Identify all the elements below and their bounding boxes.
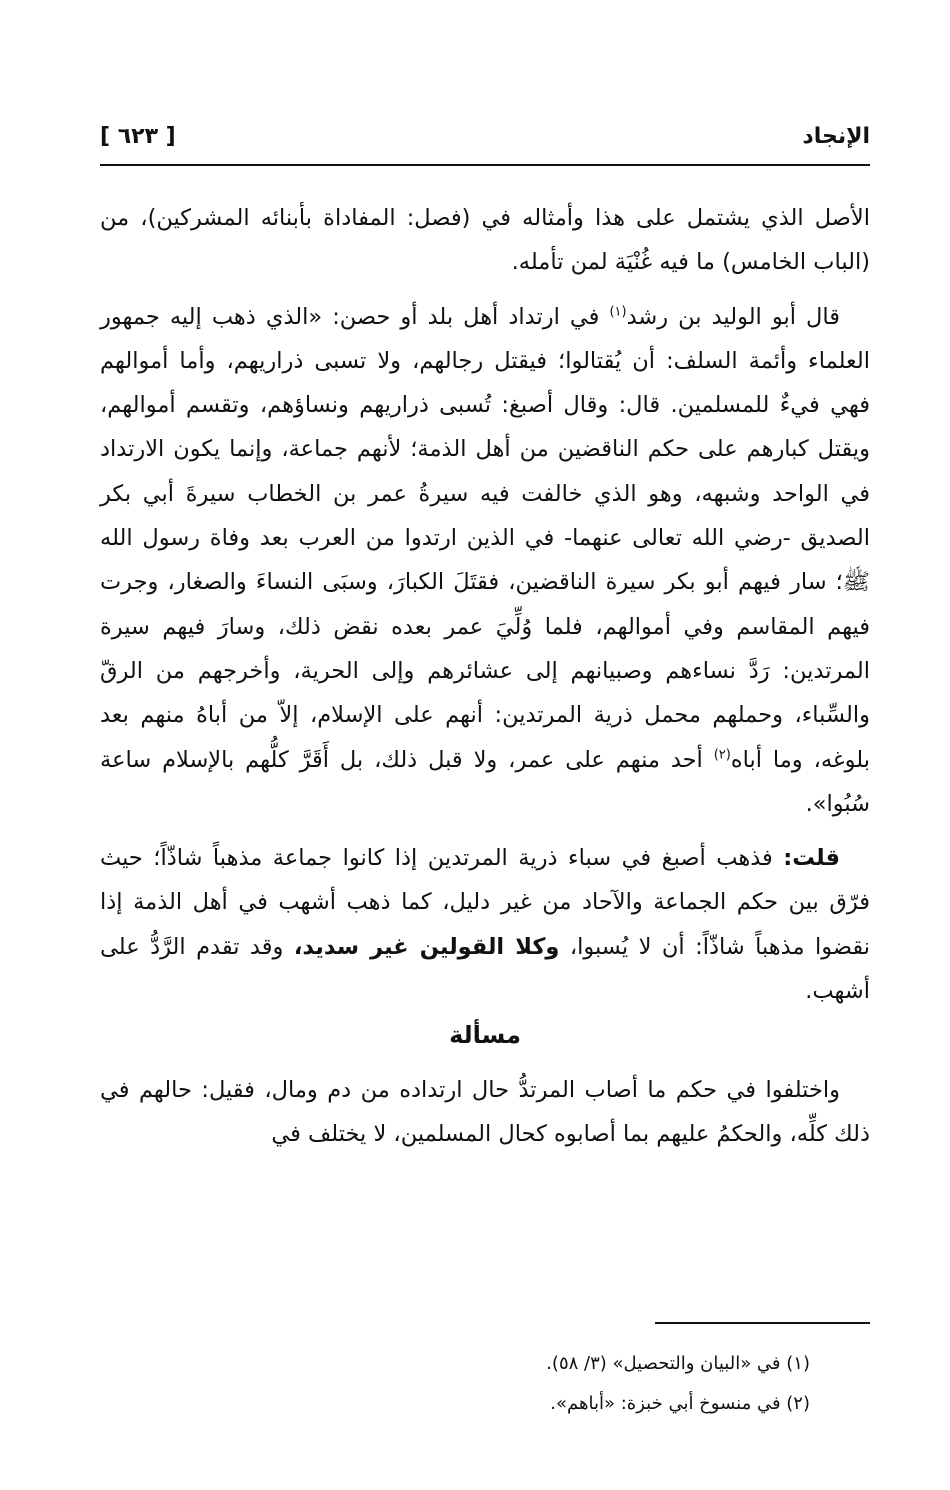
- paragraph-3-part-b: وقد تقدم الرَّدُّ على أشهب.: [100, 933, 870, 1005]
- paragraph-3: [100, 836, 870, 1013]
- paragraph-2: [100, 295, 870, 827]
- paragraph-4: واختلفوا في حكم ما أصاب المرتدُّ حال ارتداده من دم ومال، فقيل: حالهم في ذلك كلِّه، والحكمُ عليهم بما أصابوه كحال المسلمين، لا يختلف في: [100, 1076, 870, 1147]
- footnote-ref-2: (٢): [713, 747, 731, 763]
- paragraph-3-lead: قلت:: [783, 845, 840, 872]
- footnotes: [100, 1344, 810, 1424]
- paragraph-3-part-a: فذهب أصبغ في سباء ذرية المرتدين إذا كانوا جماعة مذهباً شاذّاً؛ حيث فرّق بين حكم الجماعة والآحاد من غير دليل، كما ذهب أشهب في أهل الذمة إذا نقضوا مذهباً شاذّاً: أن لا يُسبوا،: [100, 845, 871, 960]
- page-number: [ ٦٢٣ ]: [100, 124, 176, 149]
- paragraph-2-part-a: قال أبو الوليد بن رشد: [626, 303, 841, 330]
- page-header: [100, 118, 870, 158]
- paragraph-2-part-c: أحد منهم على عمر، ولا قبل ذلك، بل أَقَرَّ كلُّهم بالإسلام ساعة سُبُوا».: [100, 746, 870, 817]
- header-divider: [100, 164, 870, 166]
- paragraph-3-emphasis: وكلا القولين غير سديد،: [293, 933, 560, 960]
- footnote-divider: [655, 1322, 870, 1324]
- footnote-1: (١) في «البيان والتحصيل» (٣/ ٥٨).: [546, 1353, 810, 1374]
- paragraph-2-part-b: في ارتداد أهل بلد أو حصن: «الذي ذهب إليه جمهور العلماء وأئمة السلف: أن يُقتالوا؛ فيقتل رجالهم، ولا تسبى ذراريهم، وأما أموالهم فهي فيءٌ للمسلمين. قال: وقال أصبغ: تُسبى ذراريهم ونساؤهم، وتقسم أموالهم، ويقتل كبارهم على حكم الناقضين من أهل الذمة؛ لأنهم جماعة، وإنما يكون الارتداد في الواحد وشبهه، وهو الذي خالفت فيه سيرةُ عمر بن الخطاب سيرةَ أبي بكر الصديق -رضي الله تعالى عنهما- في الذين ارتدوا من العرب بعد وفاة رسول الله ﷺ؛ سار فيهم أبو بكر سيرة الناقضين، فقتَلَ الكبارَ، وسبَى النساءَ والصغار، وجرت فيهم المقاسم وفي أموالهم، فلما وُلِّيَ عمر بعده نقض ذلك، وسارَ فيهم سيرة المرتدين: رَدَّ نساءهم وصبيانهم إلى عشائرهم وإلى الحرية، وأخرجهم من الرقّ والسِّباء، وحملهم محمل ذرية المرتدين: أنهم على الإسلام، إلاّ من أباهُ منهم بعد بلوغه، وما أباه: [100, 303, 870, 773]
- running-title: الإنجاد: [802, 124, 870, 149]
- section-title: مسألة: [449, 1021, 521, 1050]
- main-text: [100, 196, 870, 1156]
- footnote-ref-1: (١): [609, 304, 627, 320]
- footnote-2: (٢) في منسوخ أبي خبزة: «أباهم».: [550, 1393, 810, 1414]
- paragraph-1: الأصل الذي يشتمل على هذا وأمثاله في (فصل: المفاداة بأبنائه المشركين)، من (الباب الخامس) ما فيه غُنْيَة لمن تأمله.: [100, 205, 870, 276]
